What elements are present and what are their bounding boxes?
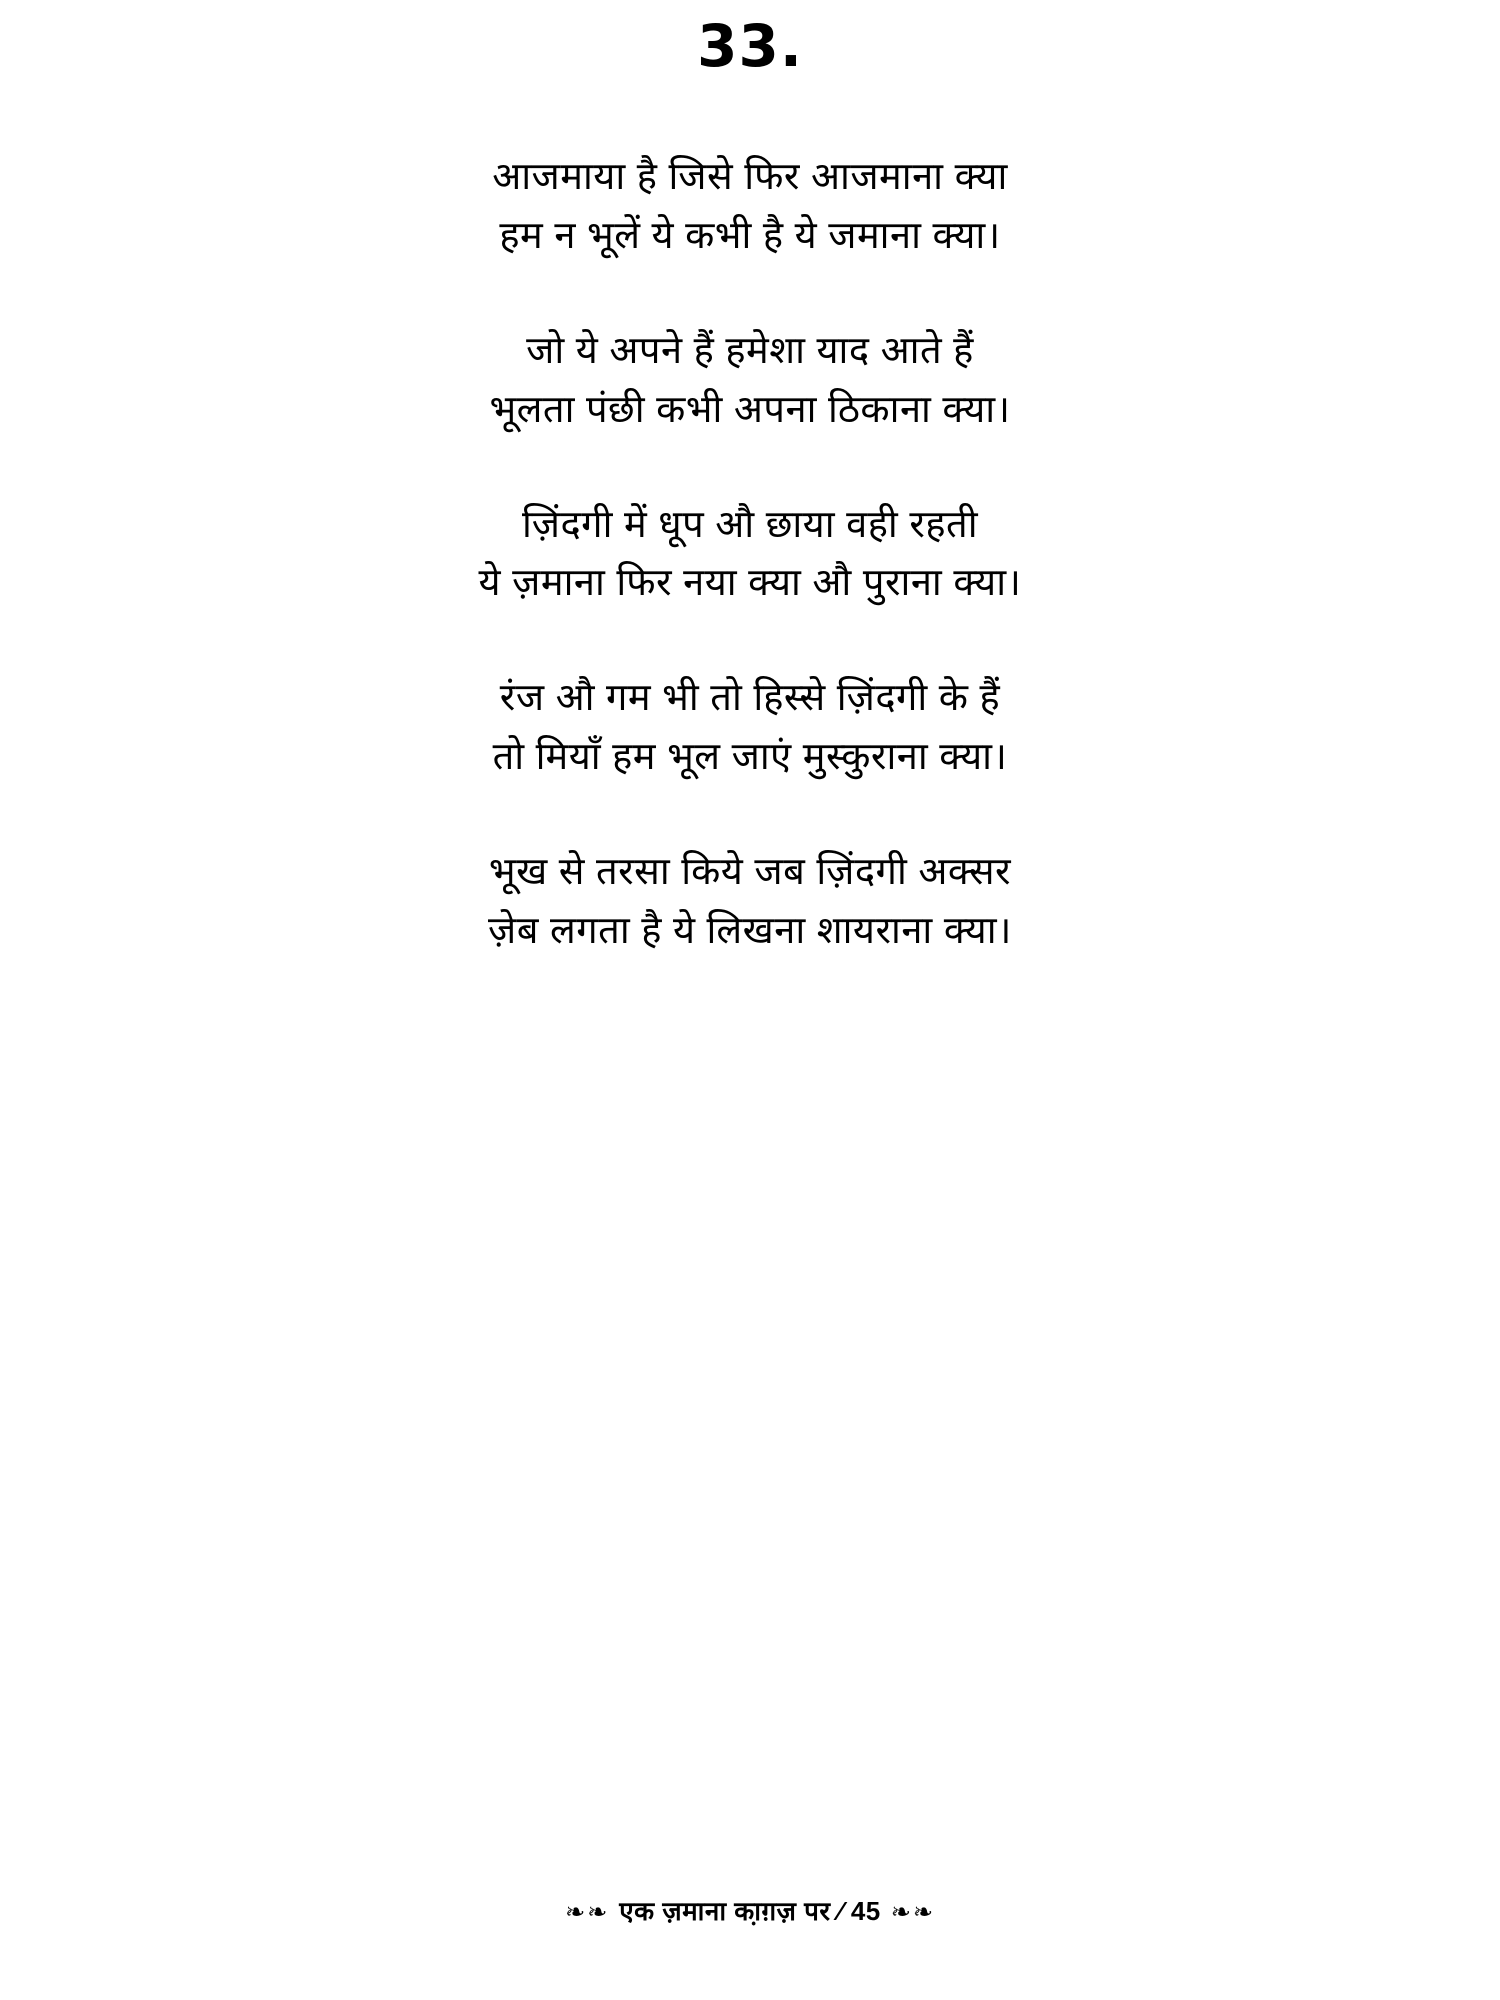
ornament-left-icon: ❧❧: [565, 1898, 610, 1926]
verse-line: भूख से तरसा किये जब ज़िंदगी अक्सर: [488, 851, 1012, 894]
stanza: [0, 148, 1500, 266]
verse-line: रंज औ गम भी तो हिस्से ज़िंदगी के हैं: [499, 677, 1001, 720]
verse-line: तो मियाँ हम भूल जाएं मुस्कुराना क्या।: [492, 736, 1008, 779]
page-footer: [0, 1892, 1500, 1928]
verse-line: ज़ेब लगता है ये लिखना शायराना क्या।: [488, 910, 1012, 953]
stanza: [0, 669, 1500, 787]
verse-line: जो ये अपने हैं हमेशा याद आते हैं: [526, 329, 974, 372]
poem-body: [0, 148, 1500, 1017]
verse-line: भूलता पंछी कभी अपना ठिकाना क्या।: [489, 388, 1011, 431]
verse-line: आजमाया है जिसे फिर आजमाना क्या: [492, 156, 1008, 198]
page-title: 33.: [697, 12, 803, 80]
stanza: [0, 843, 1500, 961]
ornament-right-icon: ❧❧: [890, 1898, 935, 1926]
stanza: [0, 322, 1500, 440]
stanza: [0, 496, 1500, 614]
verse-line: हम न भूलें ये कभी है ये जमाना क्या।: [499, 214, 1001, 257]
footer-title: एक ज़माना का़ग़ज़ पर ⁄ 45: [619, 1896, 881, 1926]
verse-line: ज़िंदगी में धूप औ छाया वही रहती: [521, 503, 979, 546]
verse-line: ये ज़माना फिर नया क्या औ पुराना क्या।: [478, 562, 1022, 605]
